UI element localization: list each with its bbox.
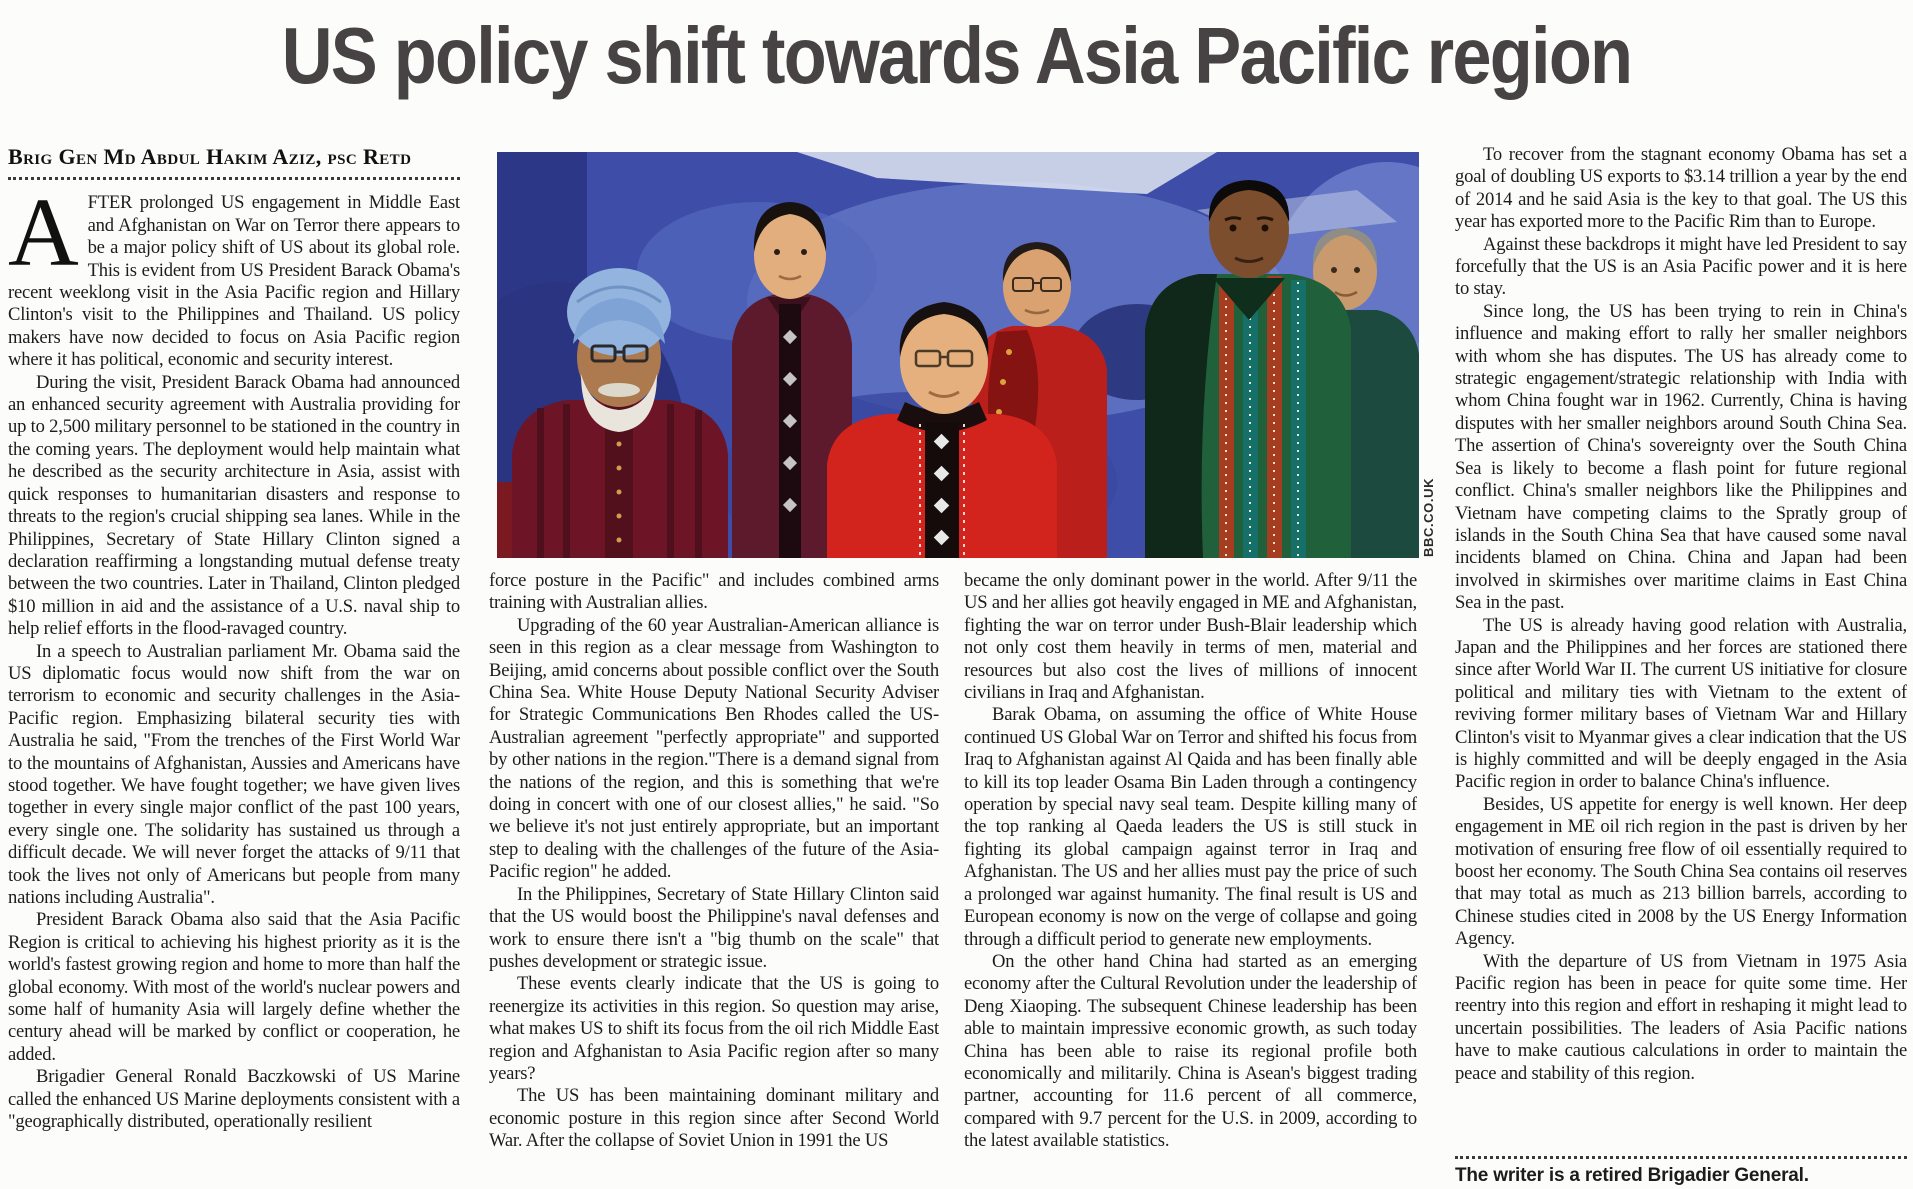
page-title: US policy shift towards Asia Pacific region — [281, 11, 1632, 100]
column-2 — [489, 570, 939, 1189]
footer-note — [1455, 1156, 1907, 1187]
paragraph: With the departure of US from Vietnam in 1975 Asia Pacific region has been in peace for quite some time. Her reentry into this region and effort in reshaping it might lead to uncertain possibilities. The leaders of Asia Pacific nations have to make cautious calculations in order to maintain the peace and stability of this region. — [1455, 950, 1907, 1084]
paragraph: Against these backdrops it might have led President to say forcefully that the US is an Asia Pacific power and it is here to stay. — [1455, 233, 1907, 300]
column-1 — [8, 146, 460, 1189]
byline — [8, 146, 460, 180]
lead-paragraph — [8, 179, 460, 371]
paragraph: To recover from the stagnant economy Obama has set a goal of doubling US exports to $3.14 trillion a year by the end of 2014 and he said Asia is the key to that goal. The US this year has exported more to the Pacific Rim than to Europe. — [1455, 144, 1907, 233]
footer-text: The writer is a retired Brigadier General. — [1455, 1164, 1809, 1186]
column-3 — [964, 570, 1417, 1189]
paragraph: The US is already having good relation with Australia, Japan and the Philippines and her forces are stationed there since after World War II. The current US initiative for closure political and military ties with Vietnam to the extent of reviving former military bases of Vietnam War and Hillary Clinton's visit to Myanmar gives a clear indication that the US is highly committed and will be deeply engaged in the Asia Pacific region in order to balance China's influence. — [1455, 614, 1907, 793]
paragraph: President Barack Obama also said that the Asia Pacific Region is critical to achieving his highest priority as it is the world's fastest growing region and home to more than half the global economy. With most of the world's nuclear powers and some half of humanity Asia will largely define whether the century ahead will be marked by conflict or cooperation, he added. — [8, 909, 460, 1065]
drop-cap: A — [8, 179, 79, 288]
paragraph: The US has been maintaining dominant military and economic posture in this region since after Second World War. After the collapse of Soviet Union in 1991 the US — [489, 1085, 939, 1152]
paragraph: Besides, US appetite for energy is well known. Her deep engagement in ME oil rich region in the past is driven by her motivation of ensuring free flow of oil essentially required to boost her economy. The South China Sea contains oil reserves that may total as much as 213 billion barrels, according to Chinese studies cited in 2008 by the US Energy Information Agency. — [1455, 793, 1907, 950]
paragraph: became the only dominant power in the world. After 9/11 the US and her allies got heavily engaged in ME and Afghanistan, fighting the war on terror under Bush-Blair leadership which not only cost them heavily in terms of men, material and resources but also cost the lives of millions of innocent civilians in Iraq and Afghanistan. — [964, 570, 1417, 704]
paragraph: force posture in the Pacific" and includes combined arms training with Australian allies. — [489, 570, 939, 614]
paragraph: Barak Obama, on assuming the office of White House continued US Global War on Terror and shifted his focus from Iraq to Afghanistan against Al Qaida and has been finally able to kill its top leader Osama Bin Laden through a contingency operation by special navy seal team. Despite killing many of the top ranking al Qaeda leaders the US is still stuck in fighting its global campaign against terror in Iraq and Afghanistan. The US and her allies must pay the price of such a prolonged war against humanity. The final result is US and European economy is now on the verge of collapse and going through a difficult period to generate new employments. — [964, 704, 1417, 950]
paragraph: Upgrading of the 60 year Australian-American alliance is seen in this region as a clear message from Washington to Beijing, amid concerns about possible conflict over the South China Sea. White House Deputy National Security Adviser for Strategic Communications Ben Rhodes called the US-Australian agreement "perfectly appropriate" and supported by other nations in the region."There is a demand signal from the nations of the region, and this is something that we're doing in concert with one of our closest allies," he said. "So we believe it's not just entirely appropriate, but an important step to dealing with the challenges of the future of the Asia-Pacific region" he added. — [489, 614, 939, 883]
paragraph: During the visit, President Barack Obama had announced an enhanced security agreement with Australia providing for up to 2,500 military personnel to be stationed in the country in the coming years. The deployment would help maintain what he described as the security architecture in Asia, assist with quick responses to humanitarian disasters and response to threats to the region's crucial shipping sea lanes. While in the Philippines, Secretary of State Hillary Clinton signed a declaration reaffirming a longstanding mutual defense treaty between the two countries. Later in Thailand, Clinton pledged $10 million in aid and the assistance of a U.S. naval ship to help relief efforts in the flood-ravaged country. — [8, 371, 460, 640]
byline-text: Brig Gen Md Abdul Hakim Aziz, psc Retd — [8, 146, 412, 169]
summit-photo — [497, 152, 1419, 558]
paragraph: Since long, the US has been trying to rein in China's influence and making effort to rally her smaller neighbors with whom she has disputes. The US has already come to strategic engagement/strategic relationship with India with whom China fought war in 1962. Currently, China is having disputes with her smaller neighbors around South China Sea. The assertion of China's sovereignty over the South China Sea is likely to become a flash point for future regional conflict. China's smaller neighbors like the Philippines and Vietnam have competing claims to the Spratly group of islands in the South China Sea that have caused some naval incidents blamed on China. China and Japan had been involved in skirmishes over maritime claims in East China Sea in the past. — [1455, 300, 1907, 614]
paragraph-text: FTER prolonged US engagement in Middle East and Afghanistan on War on Terror there appears to be a major policy shift of US about its global role. This is evident from US President Barack Obama's recent weeklong visit in the Asia Pacific region and Hillary Clinton's visit to the Philippines and Thailand. US policy makers have now decided to focus on Asia Pacific region where it has political, economic and security interest. — [8, 192, 460, 371]
paragraph: In the Philippines, Secretary of State Hillary Clinton said that the US would boost the Philippine's naval defenses and work to ensure there isn't a "big thumb on the scale" that pushes development or strategic issue. — [489, 883, 939, 972]
footer-rule — [1455, 1156, 1907, 1159]
column-4 — [1455, 144, 1907, 1189]
paragraph: These events clearly indicate that the US is going to reenergize its activities in this region. So question may arise, what makes US to shift its focus from the oil rich Middle East region and Afghanistan to Asia Pacific region after so many years? — [489, 973, 939, 1084]
photo-credit: BBC.CO.UK — [1421, 477, 1436, 557]
paragraph: On the other hand China had started as an emerging economy after the Cultural Revolution under the leadership of Deng Xiaoping. The subsequent Chinese leadership has been able to maintain impressive economic growth, as such today China has been able to raise its regional profile both economically and militarily. China is Asean's biggest trading partner, accounting for 11.6 percent of all commerce, compared with 9.7 percent for the U.S. in 2009, according to the latest available statistics. — [964, 950, 1417, 1152]
paragraph: Brigadier General Ronald Baczkowski of US Marine called the enhanced US Marine deployments consistent with a "geographically distributed, operationally resilient — [8, 1066, 460, 1133]
paragraph: In a speech to Australian parliament Mr. Obama said the US diplomatic focus would now shift from the war on terrorism to economic and security challenges in the Asia-Pacific region. Emphasizing bilateral security ties with Australia he said, "From the trenches of the First World War to the mountains of Afghanistan, Aussies and Americans have stood together. We have fought together; we have given lives together in every single major conflict of the past 100 years, every single one. The solidarity has sustained us through a difficult decade. We will never forget the attacks of 9/11 that took the lives not only of Americans but people from many nations including Australia". — [8, 640, 460, 908]
